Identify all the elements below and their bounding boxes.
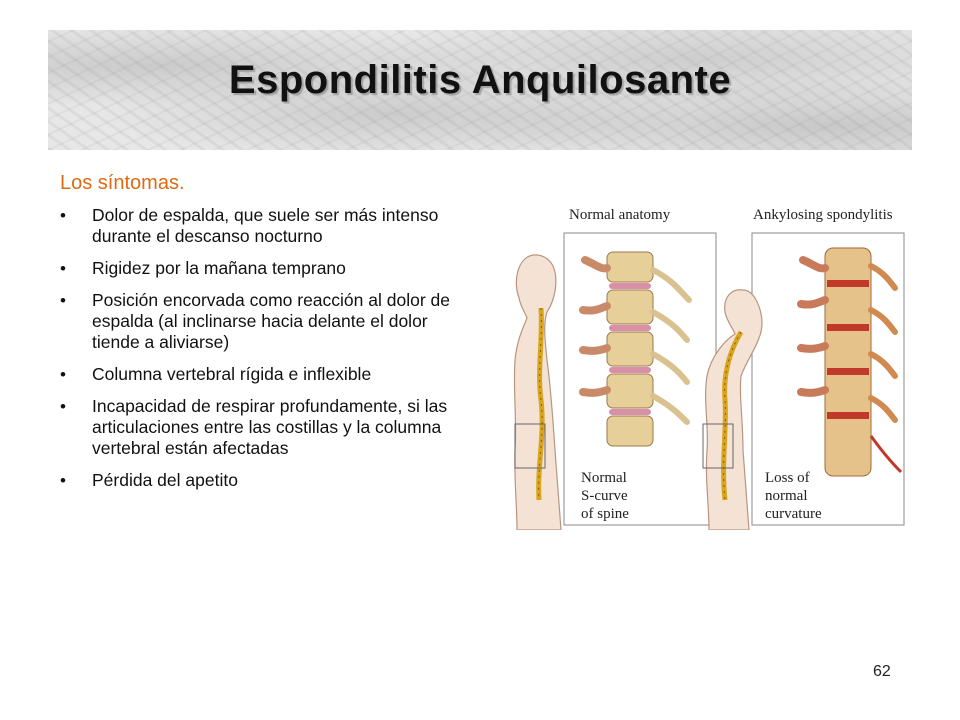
list-item: • Posición encorvada como reacción al dolor de espalda (al inclinarse hacia delante el dolor tiende a aliviarse)	[60, 290, 452, 353]
left-caption-line-1: Normal	[581, 470, 627, 486]
list-item: • Dolor de espalda, que suele ser más intenso durante el descanso nocturno	[60, 205, 452, 247]
right-caption-line-3: curvature	[765, 506, 822, 522]
list-item: • Pérdida del apetito	[60, 470, 452, 491]
normal-figure-silhouette	[514, 255, 561, 530]
left-caption-line-3: of spine	[581, 506, 629, 522]
left-caption-line-2: S-curve	[581, 488, 628, 504]
normal-anatomy-heading: Normal anatomy	[569, 207, 671, 223]
slide-title: Espondilitis Anquilosante	[228, 58, 732, 102]
slide-subtitle: Los síntomas.	[60, 172, 185, 194]
ankylosing-spine-detail	[801, 248, 901, 476]
ankylosing-figure-silhouette	[703, 290, 762, 530]
right-caption-line-1: Loss of	[765, 470, 810, 486]
right-caption-line-2: normal	[765, 488, 808, 504]
spine-illustration	[503, 200, 912, 530]
normal-spine-detail	[583, 252, 689, 446]
symptom-list	[60, 205, 452, 502]
list-item: • Incapacidad de respirar profundamente, si las articulaciones entre las costillas y la columna vertebral están afectadas	[60, 396, 452, 459]
list-item: • Rigidez por la mañana temprano	[60, 258, 452, 279]
ankylosing-heading: Ankylosing spondylitis	[753, 207, 893, 223]
page-number: 62	[873, 663, 891, 680]
list-item: • Columna vertebral rígida e inflexible	[60, 364, 452, 385]
